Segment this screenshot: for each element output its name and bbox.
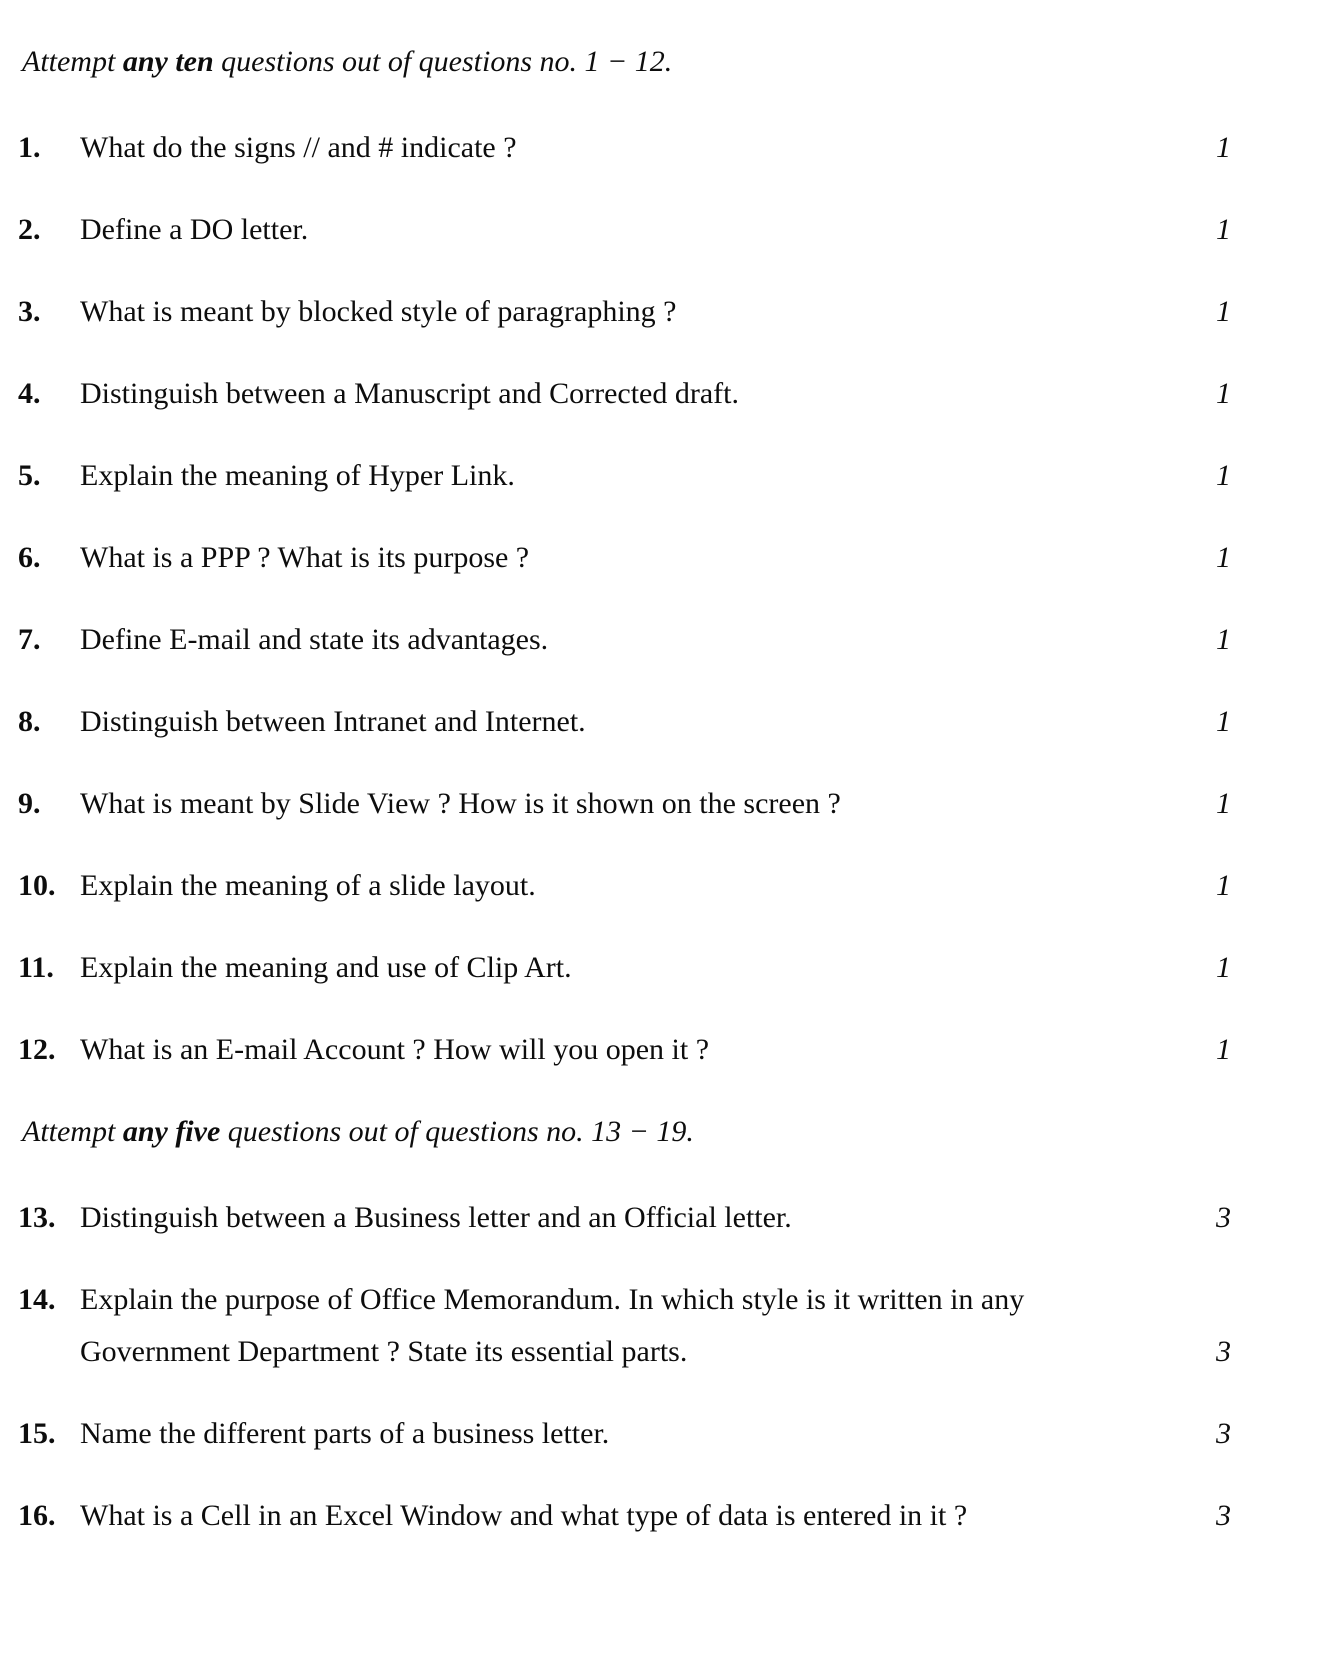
question-marks: 1 [1216,131,1231,164]
question-row [18,942,1231,994]
question-text: Explain the purpose of Office Memorandum. In which style is it written in any Government Department ? State its essential parts. [80,1283,1025,1368]
question-marks: 1 [1216,787,1231,820]
question-number: 10. [18,869,56,902]
question-number: 16. [18,1499,56,1532]
question-number: 9. [18,787,41,820]
question-row [18,614,1231,666]
question-text: Define E-mail and state its advantages. [80,623,549,656]
section-instruction [22,1106,1231,1158]
question-number: 6. [18,541,41,574]
question-marks: 1 [1216,377,1231,410]
question-row [18,1408,1231,1460]
question-text: What is a PPP ? What is its purpose ? [80,541,530,574]
question-marks: 1 [1216,541,1231,574]
question-row [18,532,1231,584]
question-number: 12. [18,1033,56,1066]
instruction-text-post: questions out of questions no. 1 − 12. [213,45,673,78]
question-text: What is a Cell in an Excel Window and what type of data is entered in it ? [80,1499,968,1532]
question-row [18,122,1231,174]
question-row [18,1192,1231,1244]
instruction-text-pre: Attempt [22,1115,123,1148]
question-sections [18,36,1231,1542]
question-text: Distinguish between a Business letter and an Official letter. [80,1201,792,1234]
question-row [18,368,1231,420]
question-number: 2. [18,213,41,246]
question-number: 14. [18,1283,56,1316]
question-row [18,778,1231,830]
question-number: 7. [18,623,41,656]
question-row [18,696,1231,748]
question-number: 5. [18,459,41,492]
question-text: What is an E-mail Account ? How will you open it ? [80,1033,710,1066]
question-number: 3. [18,295,41,328]
question-text: Name the different parts of a business letter. [80,1417,610,1450]
question-number: 13. [18,1201,56,1234]
section-instruction [22,36,1231,88]
question-marks: 1 [1216,705,1231,738]
question-text: What do the signs // and # indicate ? [80,131,517,164]
question-row [18,1274,1231,1378]
question-text: Explain the meaning of a slide layout. [80,869,536,902]
question-marks: 1 [1216,623,1231,656]
question-row [18,1024,1231,1076]
question-marks: 1 [1216,951,1231,984]
question-marks: 1 [1216,295,1231,328]
question-marks: 3 [1216,1201,1231,1234]
question-number: 1. [18,131,41,164]
question-marks: 1 [1216,1033,1231,1066]
question-row [18,286,1231,338]
question-text: Explain the meaning and use of Clip Art. [80,951,572,984]
question-marks: 3 [1216,1499,1231,1532]
instruction-emphasis: any five [122,1115,221,1148]
question-text: Distinguish between Intranet and Internet. [80,705,586,738]
question-row [18,860,1231,912]
question-row [18,204,1231,256]
question-number: 11. [18,951,54,984]
question-marks: 3 [1216,1335,1231,1368]
question-text: Distinguish between a Manuscript and Corrected draft. [80,377,739,410]
question-number: 15. [18,1417,56,1450]
question-number: 8. [18,705,41,738]
question-row [18,1490,1231,1542]
question-marks: 1 [1216,213,1231,246]
instruction-text-post: questions out of questions no. 13 − 19. [220,1115,694,1148]
question-marks: 1 [1216,869,1231,902]
question-marks: 3 [1216,1417,1231,1450]
question-text: Explain the meaning of Hyper Link. [80,459,515,492]
instruction-emphasis: any ten [122,45,214,78]
question-row [18,450,1231,502]
question-number: 4. [18,377,41,410]
question-text: What is meant by blocked style of paragraphing ? [80,295,677,328]
question-text: What is meant by Slide View ? How is it shown on the screen ? [80,787,841,820]
question-marks: 1 [1216,459,1231,492]
instruction-text-pre: Attempt [22,45,123,78]
question-text: Define a DO letter. [80,213,309,246]
